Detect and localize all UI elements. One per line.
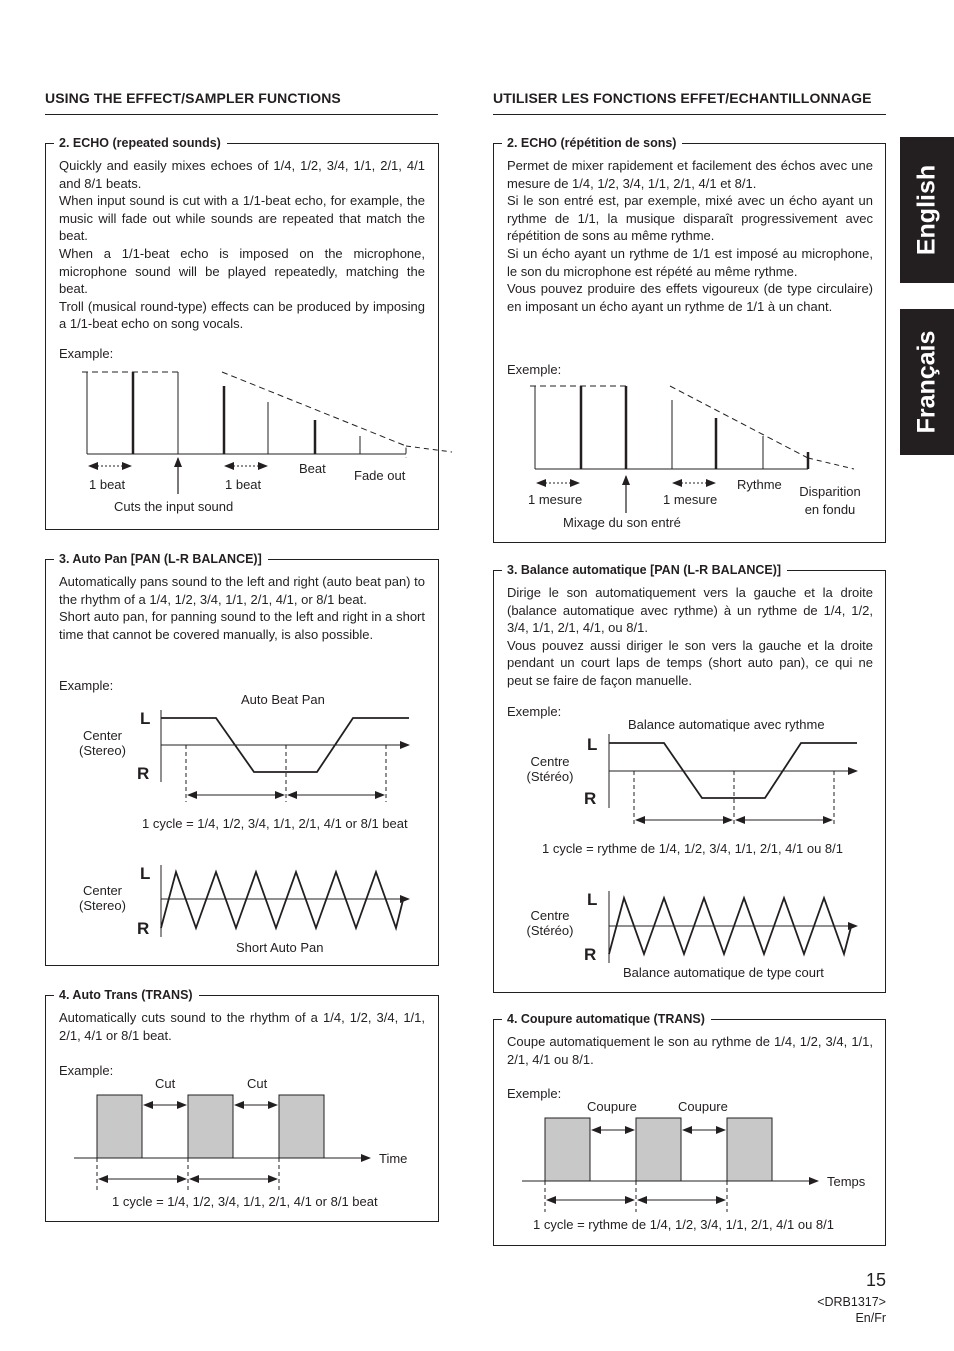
fr-echo-title: 2. ECHO (répétition de sons) (502, 135, 682, 151)
en-pan-center-1-b: (Stereo) (79, 743, 126, 758)
en-pan-l-2: L (140, 864, 151, 883)
en-pan-r-1: R (137, 764, 150, 783)
en-echo-p2: When input sound is cut with a 1/1-beat echo, for example, the music will fade out while sounds are repeated that match the beat. (59, 193, 425, 244)
fr-pan-short-diagram (494, 571, 887, 994)
en-pan-short-diagram (46, 560, 440, 967)
en-trans-cut1: Cut (155, 1076, 176, 1091)
fr-section-heading: UTILISER LES FONCTIONS EFFET/ECHANTILLONNAGE (493, 90, 872, 106)
en-trans-p1: Automatically cuts sound to the rhythm of a 1/4, 1/2, 3/4, 1/1, 2/1, 4/1 or 8/1 beat. (59, 1010, 425, 1043)
en-pan-center-1-a: Center (82, 728, 123, 743)
fr-trans-cut2: Coupure (678, 1099, 728, 1114)
en-trans-time: Time (379, 1151, 408, 1166)
fr-pan-cycle: 1 cycle = rythme de 1/4, 1/2, 3/4, 1/1, 2/1, 4/1 ou 8/1 (542, 841, 843, 856)
fr-echo-beat: Rythme (737, 477, 782, 492)
en-pan-title: 3. Auto Pan [PAN (L-R BALANCE)] (54, 551, 268, 567)
en-pan-r-2: R (137, 919, 150, 938)
fr-pan-l-2: L (587, 890, 598, 909)
fr-pan-auto-beat-label: Balance automatique avec rythme (628, 717, 825, 732)
fr-pan-title: 3. Balance automatique [PAN (L-R BALANCE)] (502, 562, 787, 578)
page-number: 15 (865, 1270, 886, 1290)
fr-trans-box (493, 1012, 886, 1246)
en-echo-p1: Quickly and easily mixes echoes of 1/4, 1/2, 3/4, 1/1, 2/1, 4/1 and 8/1 beats. (59, 158, 425, 191)
en-pan-auto-beat-label: Auto Beat Pan (241, 692, 325, 707)
fr-echo-p3: Si un écho ayant un rythme de 1/1 est imposé au microphone, le son du microphone est répété au même rythme. (507, 245, 873, 279)
fr-echo-cuts: Mixage du son entré (563, 515, 681, 530)
fr-pan-center-1-b: (Stéréo) (526, 769, 574, 784)
fr-echo-beat-left: 1 mesure (528, 492, 583, 507)
en-echo-title: 2. ECHO (repeated sounds) (54, 135, 227, 151)
fr-trans-title: 4. Coupure automatique (TRANS) (502, 1011, 711, 1027)
fr-trans-example: Exemple: (507, 1086, 562, 1101)
fr-trans-time: Temps (827, 1174, 866, 1189)
fr-pan-r-2: R (584, 945, 597, 964)
en-echo-beat-left: 1 beat (89, 477, 126, 492)
fr-echo-box (493, 136, 886, 543)
doc-lang: En/Fr (855, 1311, 886, 1325)
tab-francais-label: Français (912, 330, 941, 434)
fr-echo-fade-2: en fondu (804, 501, 856, 517)
en-trans-box (45, 988, 439, 1222)
en-pan-l-1: L (140, 709, 151, 728)
en-echo-beat-right: 1 beat (225, 477, 262, 492)
en-echo-box (45, 136, 439, 530)
fr-pan-box (493, 563, 886, 993)
fr-pan-p1: Dirige le son automatiquement vers la gauche et la droite (balance automatique avec rythme) à un rythme de 1/4, 1/2, 3/4, 1/1, 2/1, 4/1, ou 8/1. (507, 585, 873, 636)
en-trans-diagram (46, 996, 440, 1223)
fr-pan-short-label: Balance automatique de type court (623, 965, 824, 980)
fr-echo-fade-1: Disparition (799, 484, 861, 499)
en-pan-center-2-b: (Stereo) (79, 898, 126, 913)
fr-echo-p1: Permet de mixer rapidement et facilement des échos avec une mesure de 1/4, 1/2, 3/4, 1/1, 2/1, 4/1 et 8/1. (507, 158, 873, 191)
fr-pan-r-1: R (584, 789, 597, 808)
en-pan-p2: Short auto pan, for panning sound to the left and right in a short time that cannot be covered manually, is also possible. (59, 609, 425, 642)
fr-pan-example: Exemple: (507, 704, 562, 719)
en-pan-cycle: 1 cycle = 1/4, 1/2, 3/4, 1/1, 2/1, 4/1 or 8/1 beat (142, 816, 408, 831)
en-trans-example: Example: (59, 1063, 114, 1078)
en-echo-example: Example: (59, 346, 114, 361)
fr-heading-rule (493, 114, 886, 115)
fr-trans-cycle: 1 cycle = rythme de 1/4, 1/2, 3/4, 1/1, 2/1, 4/1 ou 8/1 (533, 1217, 834, 1232)
en-pan-center-2-a: Center (82, 883, 123, 898)
en-echo-fade: Fade out (354, 468, 406, 483)
en-pan-short-label: Short Auto Pan (236, 940, 324, 955)
doc-code: <DRB1317> (817, 1295, 886, 1309)
en-pan-example: Example: (59, 678, 114, 693)
en-trans-title: 4. Auto Trans (TRANS) (54, 987, 199, 1003)
tab-english (900, 137, 954, 283)
en-echo-beat: Beat (299, 461, 326, 476)
fr-echo-p4: Vous pouvez produire des effets vigoureux (de type circulaire) en imposant un écho ayant un rythme de 1/1 à un chant. (507, 281, 873, 314)
fr-echo-beat-right: 1 mesure (663, 492, 718, 507)
fr-echo-p2: Si le son entré est, par exemple, mixé avec un écho ayant un rythme de 1/1, la musique disparaît progressivement avec répétition de sons au même rythme. (507, 193, 873, 244)
en-echo-cuts: Cuts the input sound (114, 499, 234, 514)
fr-pan-l-1: L (587, 735, 598, 754)
tab-francais (900, 309, 954, 455)
tab-english-label: English (912, 164, 941, 256)
fr-pan-center-1-a: Centre (530, 754, 570, 769)
en-pan-p1: Automatically pans sound to the left and right (auto beat pan) to the rhythm of a 1/4, 1/2, 3/4, 1/1, 2/1, 4/1, or 8/1 beat. (59, 574, 425, 607)
en-trans-cycle: 1 cycle = 1/4, 1/2, 3/4, 1/1, 2/1, 4/1 or 8/1 beat (112, 1194, 378, 1209)
fr-pan-center-2-a: Centre (530, 908, 570, 923)
en-section-heading: USING THE EFFECT/SAMPLER FUNCTIONS (45, 90, 341, 106)
fr-pan-center-2-b: (Stéréo) (526, 923, 574, 938)
en-trans-cut2: Cut (247, 1076, 268, 1091)
fr-trans-p1: Coupe automatiquement le son au rythme de 1/4, 1/2, 3/4, 1/1, 2/1, 4/1 ou 8/1. (507, 1034, 873, 1067)
fr-trans-cut1: Coupure (587, 1099, 637, 1114)
en-echo-p4: Troll (musical round-type) effects can be produced by imposing a 1/1-beat echo on song vocals. (59, 298, 425, 332)
fr-echo-fade (795, 483, 865, 518)
fr-pan-p2: Vous pouvez aussi diriger le son vers la gauche et la droite pendant un court laps de temps (short auto pan), ce qui ne peut se faire de façon manuelle. (507, 637, 873, 688)
fr-trans-diagram (494, 1020, 887, 1247)
en-echo-p3: When a 1/1-beat echo is imposed on the microphone, microphone sound will be played repeatedly, matching the beat. (59, 245, 425, 297)
en-pan-box (45, 552, 439, 966)
fr-echo-example: Exemple: (507, 362, 562, 377)
en-heading-rule (45, 114, 438, 115)
